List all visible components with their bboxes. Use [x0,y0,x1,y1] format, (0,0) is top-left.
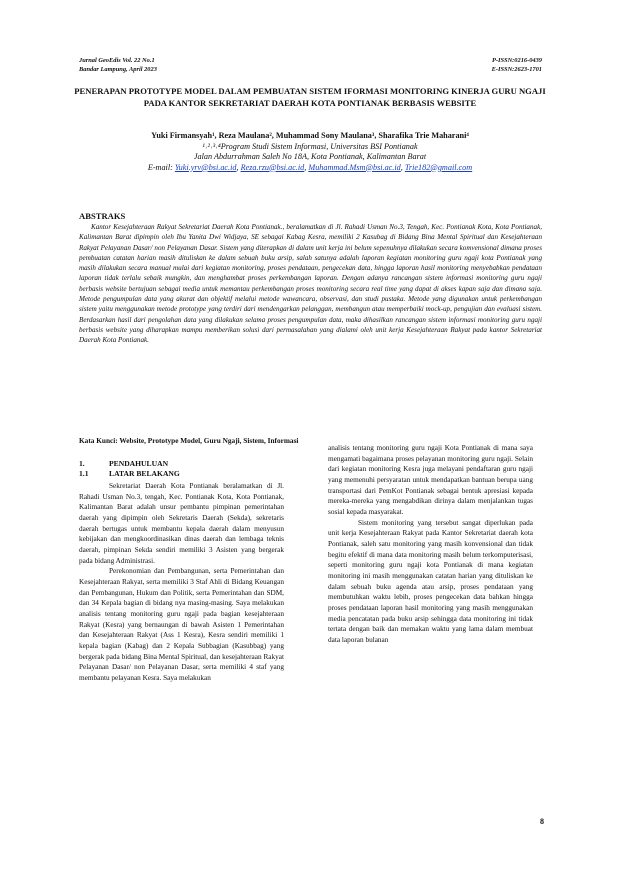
author-affiliation: ¹˒²˒³˒⁴Program Studi Sistem Informasi, Universitas BSI Pontianak [202,141,418,151]
body-paragraph: Perekonomian dan Pembangunan, serta Pemerintahan dan Kesejahteraan Rakyat, serta memiliki 3 Staf Ahli di Bidang Keuangan dan Pembangunan, Hukum dan Politik, serta Pemerintahan dan SDM, dan 34 Kepala bagian di bidang nya masing-masing. Saya melakukan analisis tentang monitoring guru ngaji pada bagian kesejahteraan Rakyat (Kesra) yang bernaungan di bawah Asisten 1 Pemerintahan dan Kesejahteraan Rakyat (Ass 1 Kesra), Kesra sendiri memiliki 1 kepala bagian (Kabag) dan 2 Kepala Subbagian (Kasubbag) yang bergerak pada bidang Bina Mental Spiritual, dan kesejahteraan Rakyat Pelayanan Dasar/ non Pelayanan Dasar, serta memiliki 4 staf yang membantu pelayanan Kesra. Saya melakukan [79,567,284,682]
section-number: 1. [79,459,85,468]
body-paragraph: Sistem monitoring yang tersebut sangat diperlukan pada unit kerja Kesejahteraan Rakyat pada Kantor Sekretariat daerah kota Pontianak, saleh satu monitoring yang masih konvensional dan tidak begitu efektif di mana data monitoring masih belum terkomputerisasi, seperti monitoring guru ngaji kota Pontianak di mana kegiatan monitoring ini masih menggunakan catatan harian yang dituliskan ke dalam sebuah buku agenda atau arsip, proses pendataan yang membutuhkan waktu lebih, proses pengecekan data bahkan hingga proses pendataan laporan hasil monitoring yang masih menggunakan media pencatatan pada buku arsip sehingga data monitoring ini tidak tertata dengan baik dan memakan waktu yang lama dalam membuat data laporan bulanan [328,518,533,644]
subsection-heading [79,469,284,479]
email-link-2[interactable]: Reza.rzu@bsi.ac.id [240,162,305,172]
abstract-text: Kantor Kesejahteraan Rakyat Sekretariat Daerah Kota Pontianak., beralamatkan di Jl. Rahadi Usman No.3, Tengah, Kec. Pontianak Kota, Kota Pontianak, Kalimantan Barat dipimpin oleh Ibu Yanita Dwi Widjaya, SE sebagai Kabag Kesra, memiliki 2 Kasubag di Bidang Bina Mental Spiritual dan Kesejahteraan Rakyat Pelayanan Dasar/ non Pelayanan Dasar. Sistem yang diterapkan di dalam unit kerja ini belum sepenuhnya dilakukan secara komvensional dimana proses pembuatan catatan harian masih dituliskan ke dalam sebuah buku arsip, salah satunya adalah laporan kegiatan monitoring guru ngaji kota Pontianak yang masih dilakukan secara manual mulai dari kegiatan monitoring, proses pendataan, pengecekan data, hingga laporan hasil monitoring menyebabkan pendataan laporan tidak terlalu sebaik mungkin, dan menghambat proses perkembangan laporan. Dengan adanya rancangan sistem informasi monitoring guru ngaji berbasis website bertujuan sebagai media untuk memantau perkembangan proses monitoring secara real time yang dapat di akses kapan saja dan dimana saja. Metode pengumpulan data yang akurat dan objektif melalui metode wawancara, observasi, dan studi pustaka. Metode yang digunakan untuk perkembangan sistem yaitu menggunakan metode prototype yang terdiri dari mendengarkan pelanggan, membangun atau memperbaiki mock-up, pengujian dan evaluasi sistem. Berdasarkan hasil dari pengolahan data yang dilakukan selama proses pengumpulan data, maka dihasilkan rancangan sistem informasi monitoring guru ngaji berbasis website yang diharapkan mampu memberikan solusi dari permasalahan yang dialami oleh unit kerja Kesejahteraan Rakyat pada kantor Sekretariat Daerah Kota Pontianak. [79,223,542,345]
author-emails: E-mail: Yuki.yrv@bsi.ac.id, Reza.rzu@bsi.ac.id, Muhammad.Msm@bsi.ac.id, Trie182@gmail.com [147,162,473,172]
email-link-1[interactable]: Yuki.yrv@bsi.ac.id [174,162,237,172]
email-link-4[interactable]: Trie182@gmail.com [404,162,473,172]
section-title: PENDAHULUAN [109,459,169,468]
body-paragraph: Sekretariat Daerah Kota Pontianak beralamatkan di Jl. Rahadi Usman No.3, tengah, Kec. Pontianak Kota, Kota Pontianak, Kalimantan Barat adalah unsur pembantu pimpinan pemerintahan daerah yang dipimpin oleh Sekretaris Daerah (Sekda), sekretaris daerah bertugas untuk membantu kepala daerah dalam menyusun kebijakan dan mengkoordinasikan dinas daerah dan lembaga teknis daerah, pimpinan Sekda sendiri memiliki 3 Asisten yang bergerak pada bidang Administrasi. [79,482,284,565]
abstract-heading: ABSTRAKS [79,211,126,221]
body-column-right [328,443,533,645]
author-block [70,131,550,173]
body-column-left [79,459,284,683]
paper-title: PENERAPAN PROTOTYPE MODEL DALAM PEMBUATAN SISTEM IFORMASI MONITORING KINERJA GURU NGAJI PADA KANTOR SEKRETARIAT DAERAH KOTA PONTIANAK BERBASIS WEBSITE [74,86,546,108]
body-paragraph: analisis tentang monitoring guru ngaji Kota Pontianak di mana saya mengamati bagaimana proses pelayanan monitoring guru ngaji. Selain dari kegiatan monitoring Kesra juga melayani pendaftaran guru ngaji yang memenuhi persyaratan untuk mendapatkan bantuan berupa uang transportasi dari PemKot Pontianak sebagai bentuk apresiasi kepada mereka-mereka yang mengabdikan dirinya dalam menjalankan tugas sosial kepada masyarakat. [328,444,533,516]
running-header-right [492,56,542,74]
subsection-title: LATAR BELAKANG [109,469,180,478]
email-link-3[interactable]: Muhammad.Msm@bsi.ac.id [308,162,401,172]
keywords: Kata Kunci: Website, Prototype Model, Guru Ngaji, Sistem, Informasi [79,436,299,445]
author-address: Jalan Abdurrahman Saleh No 18A, Kota Pontianak, Kalimantan Barat [193,152,427,161]
e-issn: E-ISSN:2623-1701 [491,66,542,73]
author-names: Yuki Firmansyah¹, Reza Maulana², Muhammad Sony Maulana³, Sharafika Trie Maharani⁴ [151,131,469,140]
subsection-number: 1.1 [79,469,89,478]
p-issn: P-ISSN:0216-0439 [491,57,542,64]
email-label: E-mail: [147,162,173,172]
section-heading [79,459,284,469]
journal-place-date: Bandar Lampung, April 2023 [79,66,157,73]
journal-name: Jurnal GeoEdis Vol. 22 No.1 [79,57,155,64]
running-header-left [79,56,157,74]
page-number: 8 [540,817,544,826]
